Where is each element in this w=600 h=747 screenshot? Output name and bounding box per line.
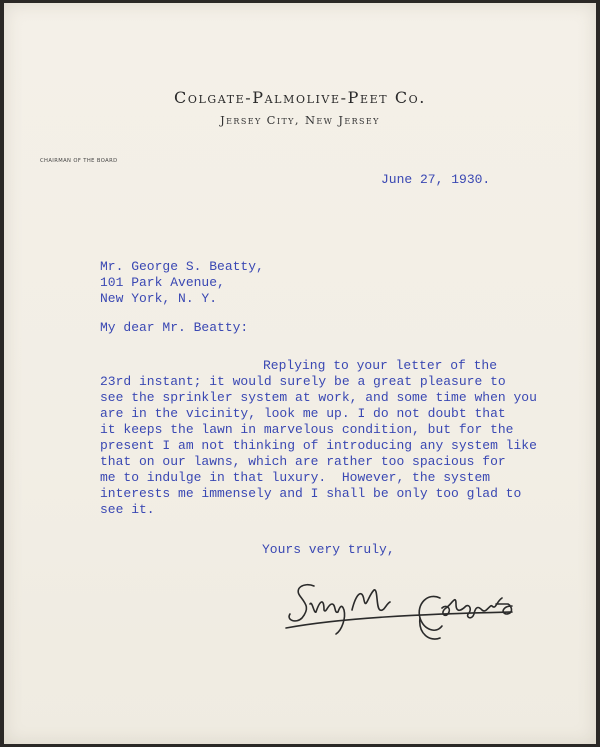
- body-line: are in the vicinity, look me up. I do not doubt that: [100, 406, 506, 421]
- body-line: me to indulge in that luxury. However, the system: [100, 470, 491, 485]
- closing: Yours very truly,: [262, 542, 395, 557]
- body-line: it keeps the lawn in marvelous condition, but for the: [100, 422, 514, 437]
- body-line: present I am not thinking of introducing any system like: [100, 438, 537, 453]
- body-line: that on our lawns, which are rather too spacious for: [100, 454, 506, 469]
- company-location: Jersey City, New Jersey: [220, 113, 380, 127]
- body-line: see the sprinkler system at work, and some time when you: [100, 390, 537, 405]
- body-line: Replying to your letter of the: [263, 358, 498, 373]
- letter-date: June 27, 1930.: [381, 172, 491, 187]
- body-line: 23rd instant; it would surely be a great pleasure to: [100, 374, 506, 389]
- recipient-street: 101 Park Avenue,: [100, 275, 225, 290]
- recipient-name: Mr. George S. Beatty,: [100, 259, 264, 274]
- company-name: Colgate-Palmolive-Peet Co.: [174, 88, 426, 107]
- office-title: CHAIRMAN OF THE BOARD: [40, 158, 118, 164]
- recipient-city: New York, N. Y.: [100, 291, 218, 306]
- body-line: see it.: [100, 502, 155, 517]
- body-line: interests me immensely and I shall be only too glad to: [100, 486, 522, 501]
- salutation: My dear Mr. Beatty:: [100, 320, 249, 335]
- handwritten-signature: [280, 574, 570, 644]
